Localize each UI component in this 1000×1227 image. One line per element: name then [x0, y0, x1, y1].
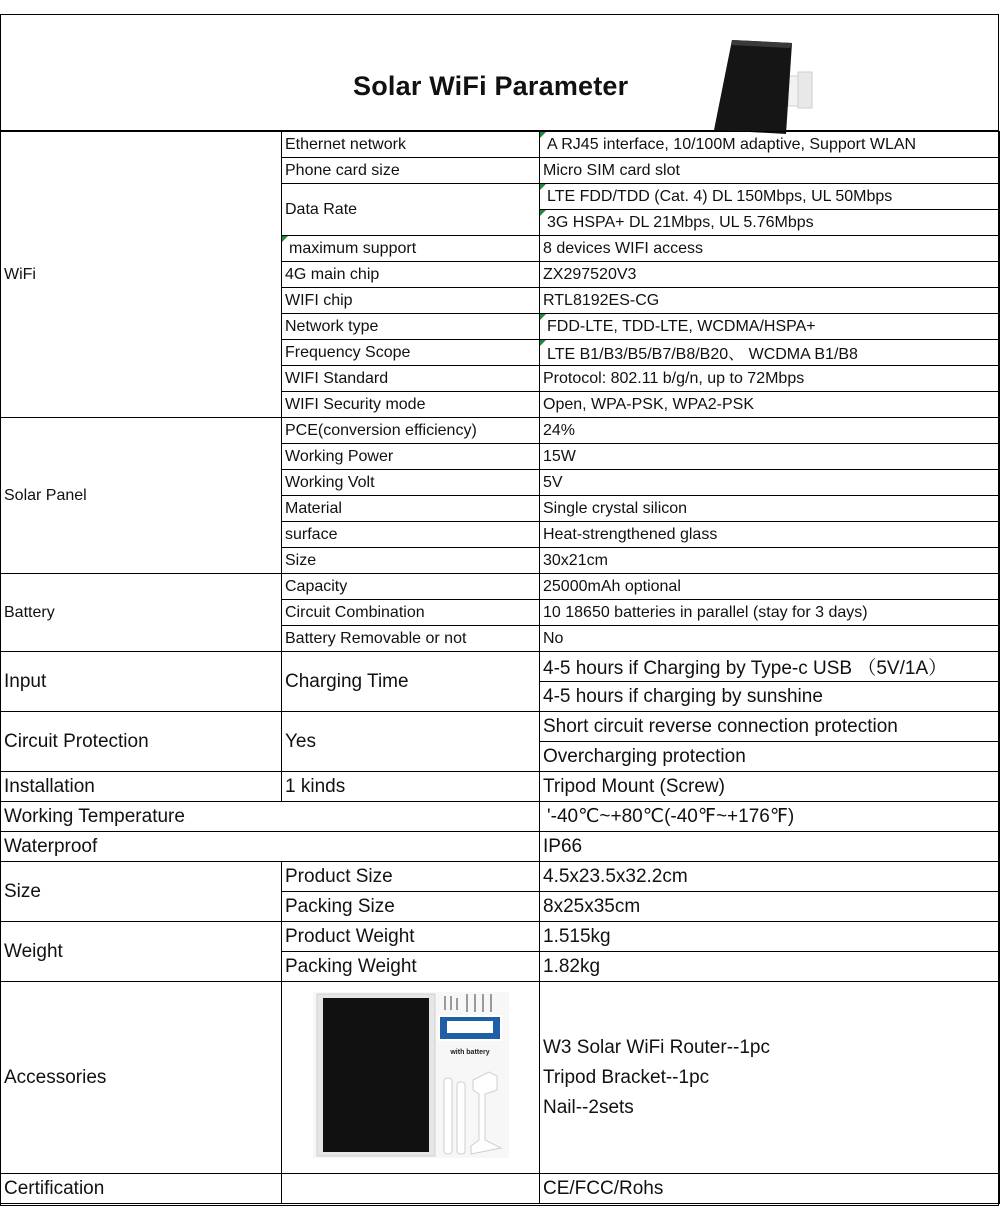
category-size: Size [1, 862, 282, 922]
value-cell: Micro SIM card slot [540, 158, 1000, 184]
param-cell: Network type [282, 314, 540, 340]
value-cell: 10 18650 batteries in parallel (stay for 3 days) [540, 600, 1000, 626]
category-waterproof: Waterproof [1, 832, 540, 862]
value-cell: IP66 [540, 832, 1000, 862]
param-cell [282, 1174, 540, 1204]
param-cell: Size [282, 548, 540, 574]
category-input: Input [1, 652, 282, 712]
param-cell: Material [282, 496, 540, 522]
param-cell: WIFI Security mode [282, 392, 540, 418]
value-cell: '-40℃~+80℃(-40℉~+176℉) [540, 802, 1000, 832]
table-row [1, 982, 1000, 1174]
table-row [1, 802, 1000, 832]
category-working-temperature: Working Temperature [1, 802, 540, 832]
value-cell: FDD-LTE, TDD-LTE, WCDMA/HSPA+ [540, 314, 1000, 340]
param-cell: Charging Time [282, 652, 540, 712]
value-cell: Overcharging protection [540, 742, 1000, 772]
value-cell: LTE FDD/TDD (Cat. 4) DL 150Mbps, UL 50Mbps [540, 184, 1000, 210]
param-cell: 4G main chip [282, 262, 540, 288]
value-cell: CE/FCC/Rohs [540, 1174, 1000, 1204]
category-weight: Weight [1, 922, 282, 982]
category-accessories: Accessories [1, 982, 282, 1174]
value-cell: 5V [540, 470, 1000, 496]
param-cell: WIFI Standard [282, 366, 540, 392]
category-installation: Installation [1, 772, 282, 802]
param-cell: Yes [282, 712, 540, 772]
value-cell: 25000mAh optional [540, 574, 1000, 600]
param-cell: Working Power [282, 444, 540, 470]
table-row [1, 832, 1000, 862]
value-cell: 8 devices WIFI access [540, 236, 1000, 262]
param-cell: Packing Weight [282, 952, 540, 982]
accessory-item: Tripod Bracket--1pc [543, 1066, 710, 1088]
value-cell: 1.515kg [540, 922, 1000, 952]
param-cell: Working Volt [282, 470, 540, 496]
table-row [1, 574, 1000, 600]
value-cell: RTL8192ES-CG [540, 288, 1000, 314]
table-row [1, 922, 1000, 952]
accessories-list [540, 982, 1000, 1174]
category-solar-panel: Solar Panel [1, 418, 282, 574]
spec-table [0, 131, 1000, 1204]
value-cell: Tripod Mount (Screw) [540, 772, 1000, 802]
value-cell: Short circuit reverse connection protection [540, 712, 1000, 742]
value-cell: Single crystal silicon [540, 496, 1000, 522]
value-cell: Open, WPA-PSK, WPA2-PSK [540, 392, 1000, 418]
category-wifi: WiFi [1, 132, 282, 418]
value-cell: 3G HSPA+ DL 21Mbps, UL 5.76Mbps [540, 210, 1000, 236]
param-cell: surface [282, 522, 540, 548]
value-cell: Heat-strengthened glass [540, 522, 1000, 548]
value-cell: 30x21cm [540, 548, 1000, 574]
header [0, 14, 999, 131]
table-row [1, 418, 1000, 444]
table-row [1, 132, 1000, 158]
param-cell: Product Size [282, 862, 540, 892]
with-battery-caption: with battery [449, 1048, 490, 1056]
param-cell: WIFI chip [282, 288, 540, 314]
param-cell: 1 kinds [282, 772, 540, 802]
value-cell: 15W [540, 444, 1000, 470]
value-cell: No [540, 626, 1000, 652]
value-cell: A RJ45 interface, 10/100M adaptive, Support WLAN [540, 132, 1000, 158]
param-cell: Frequency Scope [282, 340, 540, 366]
param-cell: Data Rate [282, 184, 540, 236]
param-cell: Capacity [282, 574, 540, 600]
param-cell: Circuit Combination [282, 600, 540, 626]
param-cell: Phone card size [282, 158, 540, 184]
value-cell: Protocol: 802.11 b/g/n, up to 72Mbps [540, 366, 1000, 392]
solar-panel-photo [710, 36, 820, 136]
param-cell: maximum support [282, 236, 540, 262]
value-cell: LTE B1/B3/B5/B7/B8/B20、 WCDMA B1/B8 [540, 340, 1000, 366]
value-cell: 8x25x35cm [540, 892, 1000, 922]
table-row [1, 1174, 1000, 1204]
table-row [1, 862, 1000, 892]
param-cell: Product Weight [282, 922, 540, 952]
value-cell: 4-5 hours if Charging by Type-c USB （5V/1A） [540, 652, 1000, 682]
param-cell: Battery Removable or not [282, 626, 540, 652]
value-cell: ZX297520V3 [540, 262, 1000, 288]
value-cell: 1.82kg [540, 952, 1000, 982]
accessory-item: Nail--2sets [543, 1096, 634, 1118]
param-cell: Ethernet network [282, 132, 540, 158]
table-row [1, 772, 1000, 802]
accessories-image-cell [282, 982, 540, 1174]
category-certification: Certification [1, 1174, 282, 1204]
accessories-photo [311, 990, 511, 1160]
category-battery: Battery [1, 574, 282, 652]
table-row [1, 652, 1000, 682]
accessory-item: W3 Solar WiFi Router--1pc [543, 1036, 770, 1058]
table-row [1, 712, 1000, 742]
category-circuit-protection: Circuit Protection [1, 712, 282, 772]
value-cell: 24% [540, 418, 1000, 444]
param-cell: Packing Size [282, 892, 540, 922]
value-cell: 4-5 hours if charging by sunshine [540, 682, 1000, 712]
page-title: Solar WiFi Parameter [353, 71, 629, 101]
param-cell: PCE(conversion efficiency) [282, 418, 540, 444]
value-cell: 4.5x23.5x32.2cm [540, 862, 1000, 892]
